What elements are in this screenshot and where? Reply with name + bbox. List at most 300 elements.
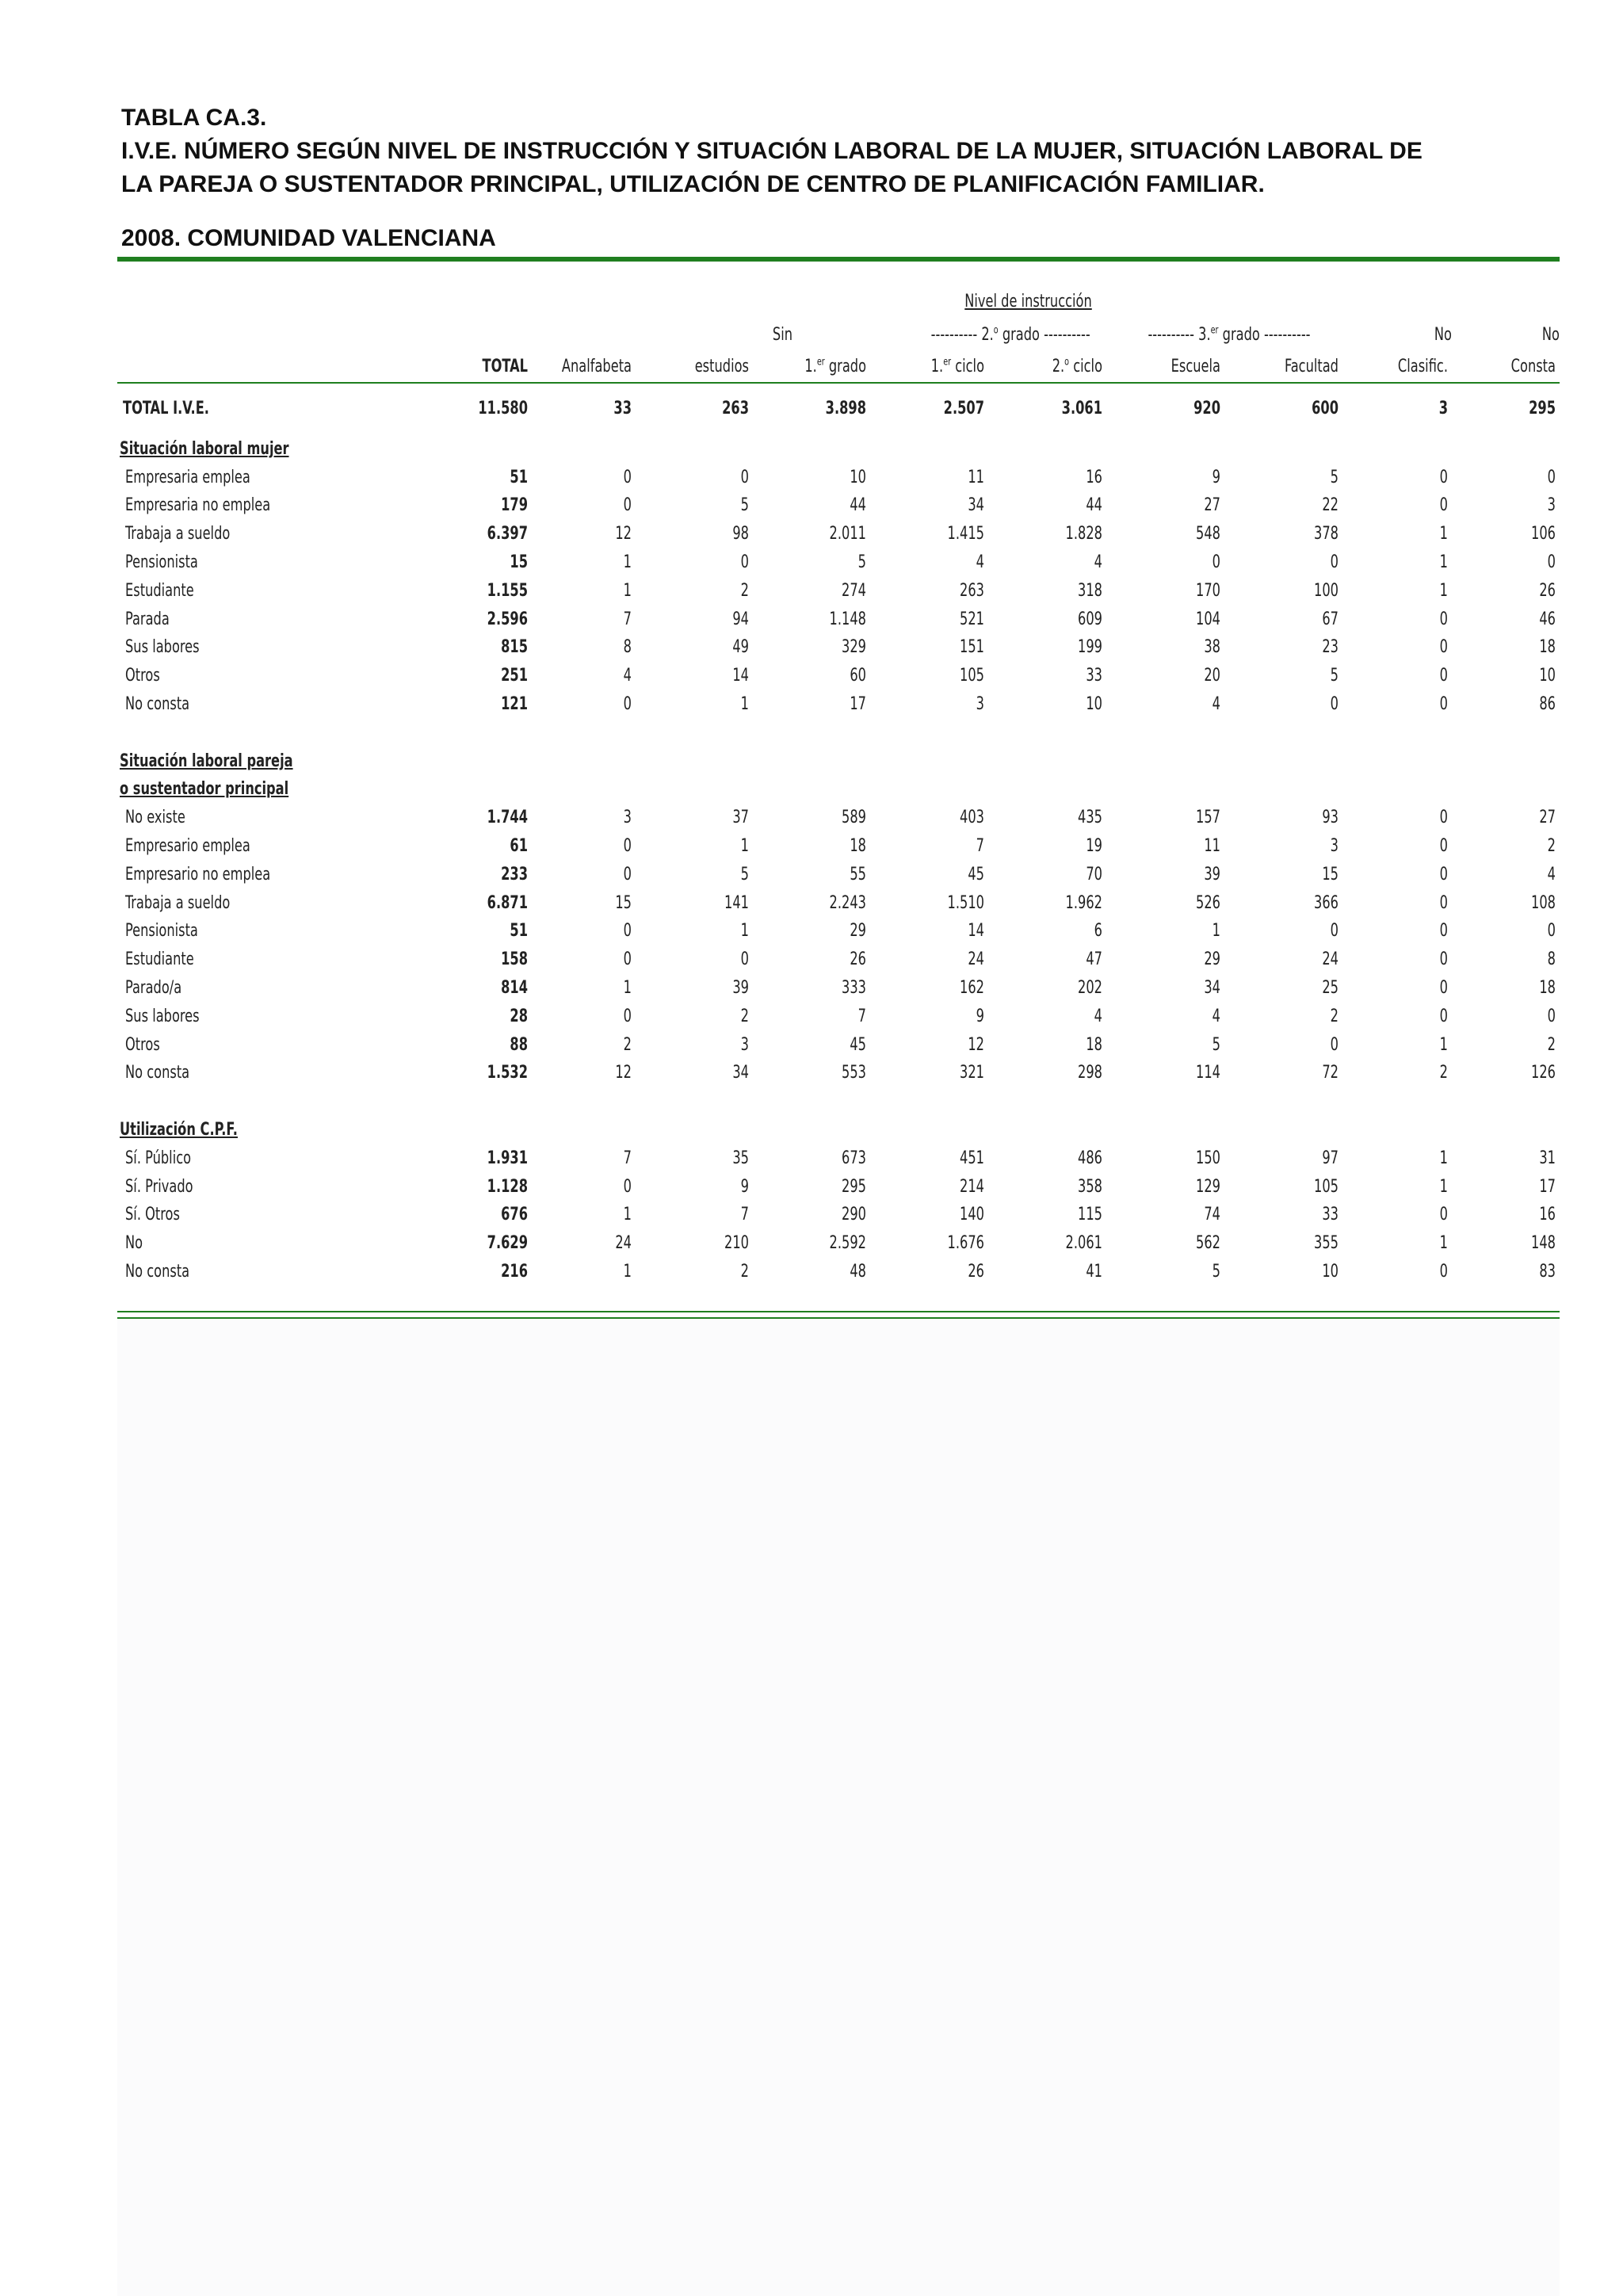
cell-no-consta: 26 — [1539, 580, 1556, 601]
cell-2-grado-2-ciclo: 358 — [1078, 1176, 1102, 1197]
cell-analfabeta: 1 — [623, 978, 632, 998]
cell-no-consta: 106 — [1531, 524, 1556, 544]
cell-sin-estudios: 0 — [740, 467, 749, 487]
col-header-total: TOTAL — [482, 357, 528, 376]
cell-2-grado-2-ciclo: 435 — [1078, 808, 1102, 828]
cell-no-clasific: 0 — [1439, 864, 1448, 884]
cell-total: 158 — [501, 949, 528, 970]
cell-3-grado-escuela: 20 — [1204, 666, 1220, 686]
cell-no-clasific: 1 — [1439, 1233, 1448, 1254]
col-header-3-grado-facultad: Facultad — [1285, 357, 1338, 376]
row-label: Empresario no emplea — [125, 864, 271, 884]
cell-2-grado-1er-ciclo: 105 — [960, 666, 984, 686]
cell-3-grado-escuela: 548 — [1196, 524, 1220, 544]
cell-2-grado-2-ciclo: 199 — [1078, 637, 1102, 658]
table-row — [0, 524, 1623, 551]
cell-no-clasific: 0 — [1439, 978, 1448, 998]
cell-1er-grado: 553 — [842, 1063, 866, 1083]
cell-1er-grado: 55 — [850, 864, 866, 884]
cell-no-clasific: 1 — [1439, 1176, 1448, 1197]
cell-no-consta: 18 — [1539, 637, 1556, 658]
cell-total: 6.871 — [487, 892, 528, 913]
row-label: Empresaria no emplea — [125, 495, 271, 516]
cell-analfabeta: 1 — [623, 552, 632, 572]
cell-analfabeta: 0 — [623, 1006, 632, 1026]
cell-no-consta: 3 — [1547, 495, 1556, 516]
cell-no-consta: 18 — [1539, 978, 1556, 998]
cell-2-grado-2-ciclo: 1.962 — [1065, 892, 1102, 913]
row-label: Empresaria emplea — [125, 467, 250, 487]
cell-3-grado-escuela: 34 — [1204, 978, 1220, 998]
cell-1er-grado: 26 — [850, 949, 866, 970]
cell-no-clasific: 0 — [1439, 637, 1448, 658]
cell-no-clasific: 0 — [1439, 808, 1448, 828]
row-label: Estudiante — [125, 949, 194, 970]
cell-total: 233 — [501, 864, 528, 884]
cell-2-grado-1er-ciclo: 2.507 — [943, 399, 984, 418]
cell-no-consta: 0 — [1547, 552, 1556, 572]
cell-analfabeta: 33 — [613, 399, 632, 418]
cell-3-grado-escuela: 562 — [1196, 1233, 1220, 1254]
cell-no-clasific: 1 — [1439, 1034, 1448, 1055]
cell-1er-grado: 45 — [850, 1034, 866, 1055]
cell-1er-grado: 333 — [842, 978, 866, 998]
cell-total: 814 — [501, 978, 528, 998]
cell-no-clasific: 0 — [1439, 609, 1448, 629]
cell-1er-grado: 10 — [850, 467, 866, 487]
row-label: Parado/a — [125, 978, 182, 998]
cell-analfabeta: 0 — [623, 921, 632, 942]
cell-analfabeta: 15 — [615, 892, 632, 913]
cell-1er-grado: 274 — [842, 580, 866, 601]
cell-2-grado-1er-ciclo: 521 — [960, 609, 984, 629]
cell-1er-grado: 7 — [857, 1006, 866, 1026]
col-header-sin-estudios: estudios — [694, 357, 749, 376]
cell-total: 1.931 — [487, 1148, 528, 1168]
table-row — [0, 552, 1623, 579]
row-label: No consta — [125, 1063, 190, 1083]
cell-3-grado-facultad: 33 — [1322, 1205, 1338, 1225]
title-line-3: LA PAREJA O SUSTENTADOR PRINCIPAL, UTILIZACIÓN DE CENTRO DE PLANIFICACIÓN FAMILIAR. — [121, 171, 1265, 197]
row-label: Pensionista — [125, 552, 198, 572]
cell-2-grado-1er-ciclo: 263 — [960, 580, 984, 601]
cell-3-grado-facultad: 24 — [1322, 949, 1338, 970]
bottom-rule-1 — [117, 1311, 1560, 1312]
cell-sin-estudios: 34 — [732, 1063, 749, 1083]
cell-3-grado-escuela: 9 — [1212, 467, 1220, 487]
cell-no-consta: 2 — [1547, 1034, 1556, 1055]
row-label: Sí. Privado — [125, 1176, 193, 1197]
cell-2-grado-2-ciclo: 47 — [1086, 949, 1102, 970]
table-id: TABLA CA.3. — [121, 105, 267, 131]
table-row — [0, 1035, 1623, 1062]
table-row — [0, 865, 1623, 892]
cell-2-grado-1er-ciclo: 7 — [976, 836, 984, 856]
cell-3-grado-facultad: 15 — [1322, 864, 1338, 884]
cell-2-grado-2-ciclo: 16 — [1086, 467, 1102, 487]
cell-3-grado-escuela: 114 — [1196, 1063, 1220, 1083]
cell-1er-grado: 29 — [850, 921, 866, 942]
table-row — [0, 495, 1623, 522]
cell-3-grado-facultad: 5 — [1330, 467, 1338, 487]
cell-1er-grado: 18 — [850, 836, 866, 856]
cell-3-grado-escuela: 4 — [1212, 1006, 1220, 1026]
row-label: Sus labores — [125, 1006, 200, 1026]
cell-2-grado-1er-ciclo: 162 — [960, 978, 984, 998]
cell-sin-estudios: 98 — [732, 524, 749, 544]
header-sin: Sin — [772, 325, 792, 345]
cell-2-grado-1er-ciclo: 1.510 — [947, 892, 984, 913]
top-rule — [117, 257, 1560, 262]
cell-no-clasific: 0 — [1439, 1262, 1448, 1282]
cell-total: 7.629 — [487, 1233, 528, 1254]
cell-total: 251 — [501, 666, 528, 686]
cell-total: 51 — [510, 921, 528, 942]
cell-3-grado-facultad: 355 — [1314, 1233, 1338, 1254]
row-label: Trabaja a sueldo — [125, 892, 231, 913]
cell-total: 51 — [510, 467, 528, 487]
cell-3-grado-facultad: 100 — [1314, 580, 1338, 601]
cell-analfabeta: 0 — [623, 864, 632, 884]
cell-1er-grado: 295 — [842, 1176, 866, 1197]
cell-no-consta: 0 — [1547, 467, 1556, 487]
cell-no-clasific: 0 — [1439, 892, 1448, 913]
table-row — [0, 1063, 1623, 1090]
cell-1er-grado: 1.148 — [829, 609, 866, 629]
cell-no-consta: 17 — [1539, 1176, 1556, 1197]
row-label: Otros — [125, 666, 160, 686]
cell-2-grado-2-ciclo: 18 — [1086, 1034, 1102, 1055]
cell-2-grado-1er-ciclo: 4 — [976, 552, 984, 572]
cell-2-grado-2-ciclo: 202 — [1078, 978, 1102, 998]
cell-analfabeta: 0 — [623, 836, 632, 856]
cell-2-grado-1er-ciclo: 151 — [960, 637, 984, 658]
cell-2-grado-1er-ciclo: 451 — [960, 1148, 984, 1168]
cell-total: 676 — [501, 1205, 528, 1225]
cell-sin-estudios: 3 — [740, 1034, 749, 1055]
cell-3-grado-facultad: 72 — [1322, 1063, 1338, 1083]
cell-3-grado-facultad: 25 — [1322, 978, 1338, 998]
title-line-2: I.V.E. NÚMERO SEGÚN NIVEL DE INSTRUCCIÓN Y SITUACIÓN LABORAL DE LA MUJER, SITUACIÓN LABORAL DE — [121, 138, 1423, 164]
cell-sin-estudios: 141 — [724, 892, 749, 913]
cell-3-grado-escuela: 5 — [1212, 1034, 1220, 1055]
cell-analfabeta: 0 — [623, 1176, 632, 1197]
cell-no-clasific: 0 — [1439, 1205, 1448, 1225]
cell-sin-estudios: 2 — [740, 1006, 749, 1026]
cell-no-clasific: 1 — [1439, 524, 1448, 544]
cell-2-grado-2-ciclo: 33 — [1086, 666, 1102, 686]
cell-2-grado-1er-ciclo: 9 — [976, 1006, 984, 1026]
cell-3-grado-facultad: 2 — [1330, 1006, 1338, 1026]
cell-3-grado-facultad: 93 — [1322, 808, 1338, 828]
cell-3-grado-escuela: 74 — [1204, 1205, 1220, 1225]
cell-1er-grado: 60 — [850, 666, 866, 686]
cell-analfabeta: 1 — [623, 1205, 632, 1225]
cell-2-grado-2-ciclo: 19 — [1086, 836, 1102, 856]
cell-2-grado-2-ciclo: 609 — [1078, 609, 1102, 629]
cell-analfabeta: 24 — [615, 1233, 632, 1254]
cell-3-grado-escuela: 1 — [1212, 921, 1220, 942]
cell-no-clasific: 0 — [1439, 836, 1448, 856]
cell-3-grado-facultad: 600 — [1312, 399, 1338, 418]
cell-analfabeta: 7 — [623, 1148, 632, 1168]
cell-3-grado-facultad: 23 — [1322, 637, 1338, 658]
cell-analfabeta: 3 — [623, 808, 632, 828]
cell-sin-estudios: 5 — [740, 864, 749, 884]
page-background-shade — [117, 1316, 1560, 2296]
cell-no-consta: 126 — [1531, 1063, 1556, 1083]
cell-2-grado-2-ciclo: 10 — [1086, 694, 1102, 714]
cell-total: 179 — [501, 495, 528, 516]
cell-2-grado-1er-ciclo: 403 — [960, 808, 984, 828]
cell-3-grado-escuela: 157 — [1196, 808, 1220, 828]
cell-no-consta: 86 — [1539, 694, 1556, 714]
cell-1er-grado: 48 — [850, 1262, 866, 1282]
row-label: No existe — [125, 808, 185, 828]
cell-1er-grado: 2.243 — [829, 892, 866, 913]
cell-sin-estudios: 1 — [740, 694, 749, 714]
cell-analfabeta: 1 — [623, 580, 632, 601]
table-row — [0, 893, 1623, 920]
cell-sin-estudios: 1 — [740, 921, 749, 942]
cell-total: 28 — [510, 1006, 528, 1026]
cell-sin-estudios: 210 — [724, 1233, 749, 1254]
cell-2-grado-1er-ciclo: 321 — [960, 1063, 984, 1083]
table-row — [0, 1177, 1623, 1204]
cell-sin-estudios: 94 — [732, 609, 749, 629]
cell-sin-estudios: 14 — [732, 666, 749, 686]
cell-total: 216 — [501, 1262, 528, 1282]
cell-3-grado-facultad: 0 — [1330, 694, 1338, 714]
cell-no-consta: 16 — [1539, 1205, 1556, 1225]
cell-no-clasific: 0 — [1439, 495, 1448, 516]
cell-3-grado-escuela: 170 — [1196, 580, 1220, 601]
col-header-3-grado-escuela: Escuela — [1170, 357, 1220, 376]
cell-2-grado-2-ciclo: 3.061 — [1061, 399, 1102, 418]
cell-3-grado-escuela: 104 — [1196, 609, 1220, 629]
col-header-no-clasific: Clasific. — [1397, 357, 1448, 376]
cell-total: 2.596 — [487, 609, 528, 629]
cell-3-grado-escuela: 11 — [1204, 836, 1220, 856]
cell-no-consta: 148 — [1531, 1233, 1556, 1254]
cell-2-grado-1er-ciclo: 11 — [968, 467, 984, 487]
cell-sin-estudios: 7 — [740, 1205, 749, 1225]
cell-analfabeta: 0 — [623, 949, 632, 970]
cell-1er-grado: 3.898 — [825, 399, 866, 418]
cell-2-grado-2-ciclo: 298 — [1078, 1063, 1102, 1083]
section-title: Utilización C.P.F. — [120, 1120, 238, 1140]
row-label: Parada — [125, 609, 170, 629]
cell-no-consta: 295 — [1529, 399, 1556, 418]
cell-2-grado-2-ciclo: 1.828 — [1065, 524, 1102, 544]
row-label: Sus labores — [125, 637, 200, 658]
cell-total: 88 — [510, 1034, 528, 1055]
cell-3-grado-escuela: 5 — [1212, 1262, 1220, 1282]
cell-sin-estudios: 35 — [732, 1148, 749, 1168]
cell-2-grado-1er-ciclo: 45 — [968, 864, 984, 884]
cell-sin-estudios: 39 — [732, 978, 749, 998]
cell-analfabeta: 0 — [623, 467, 632, 487]
cell-2-grado-1er-ciclo: 3 — [976, 694, 984, 714]
cell-1er-grado: 2.011 — [829, 524, 866, 544]
header-3-grado-group: ---------- 3.$^{er}$ grado ---------- — [1148, 324, 1311, 345]
cell-no-consta: 46 — [1539, 609, 1556, 629]
cell-analfabeta: 2 — [623, 1034, 632, 1055]
cell-1er-grado: 673 — [842, 1148, 866, 1168]
cell-2-grado-1er-ciclo: 24 — [968, 949, 984, 970]
table-row — [0, 1205, 1623, 1232]
header-2-grado-group: ---------- 2.$^o$ grado ---------- — [930, 324, 1090, 345]
row-label: Pensionista — [125, 921, 198, 942]
cell-2-grado-2-ciclo: 70 — [1086, 864, 1102, 884]
table-row — [0, 581, 1623, 608]
col-header-analfabeta: Analfabeta — [561, 357, 632, 376]
cell-no-clasific: 0 — [1439, 694, 1448, 714]
cell-no-clasific: 0 — [1439, 949, 1448, 970]
cell-3-grado-facultad: 0 — [1330, 552, 1338, 572]
cell-2-grado-1er-ciclo: 12 — [968, 1034, 984, 1055]
cell-3-grado-escuela: 27 — [1204, 495, 1220, 516]
table-row — [0, 836, 1623, 863]
header-no-consta-top: No — [1541, 325, 1560, 345]
col-header-no-consta: Consta — [1510, 357, 1556, 376]
section-title: Situación laboral mujer — [120, 438, 289, 459]
cell-2-grado-2-ciclo: 2.061 — [1065, 1233, 1102, 1254]
col-header-2-grado-2-ciclo: 2.$^o$ ciclo — [1052, 356, 1102, 376]
cell-sin-estudios: 2 — [740, 1262, 749, 1282]
cell-no-consta: 8 — [1547, 949, 1556, 970]
cell-2-grado-2-ciclo: 115 — [1078, 1205, 1102, 1225]
cell-analfabeta: 0 — [623, 694, 632, 714]
cell-no-consta: 2 — [1547, 836, 1556, 856]
cell-sin-estudios: 0 — [740, 949, 749, 970]
table-row — [0, 666, 1623, 693]
cell-no-consta: 10 — [1539, 666, 1556, 686]
row-label: Otros — [125, 1034, 160, 1055]
cell-2-grado-1er-ciclo: 14 — [968, 921, 984, 942]
cell-1er-grado: 290 — [842, 1205, 866, 1225]
cell-3-grado-facultad: 0 — [1330, 1034, 1338, 1055]
cell-2-grado-2-ciclo: 4 — [1094, 1006, 1102, 1026]
row-label: No — [125, 1233, 143, 1254]
table-row — [0, 609, 1623, 636]
row-label: Trabaja a sueldo — [125, 524, 231, 544]
cell-no-consta: 27 — [1539, 808, 1556, 828]
cell-2-grado-2-ciclo: 486 — [1078, 1148, 1102, 1168]
cell-no-clasific: 1 — [1439, 552, 1448, 572]
cell-total: 61 — [510, 836, 528, 856]
cell-total: 1.532 — [487, 1063, 528, 1083]
row-label: Sí. Otros — [125, 1205, 180, 1225]
cell-1er-grado: 5 — [857, 552, 866, 572]
cell-total: 1.128 — [487, 1176, 528, 1197]
cell-3-grado-escuela: 0 — [1212, 552, 1220, 572]
table-row — [0, 694, 1623, 721]
cell-analfabeta: 7 — [623, 609, 632, 629]
cell-3-grado-escuela: 29 — [1204, 949, 1220, 970]
cell-3-grado-escuela: 39 — [1204, 864, 1220, 884]
cell-no-clasific: 2 — [1439, 1063, 1448, 1083]
bottom-rule-2 — [117, 1317, 1560, 1319]
cell-no-clasific: 0 — [1439, 1006, 1448, 1026]
cell-sin-estudios: 263 — [722, 399, 749, 418]
table-row — [0, 949, 1623, 976]
section-title: Situación laboral pareja — [120, 751, 293, 771]
table-row — [0, 808, 1623, 835]
cell-3-grado-facultad: 67 — [1322, 609, 1338, 629]
cell-sin-estudios: 5 — [740, 495, 749, 516]
cell-1er-grado: 589 — [842, 808, 866, 828]
cell-no-clasific: 3 — [1438, 399, 1448, 418]
cell-total: 1.155 — [487, 580, 528, 601]
cell-analfabeta: 1 — [623, 1262, 632, 1282]
cell-no-consta: 31 — [1539, 1148, 1556, 1168]
cell-3-grado-facultad: 5 — [1330, 666, 1338, 686]
cell-analfabeta: 4 — [623, 666, 632, 686]
cell-sin-estudios: 49 — [732, 637, 749, 658]
cell-3-grado-escuela: 150 — [1196, 1148, 1220, 1168]
cell-3-grado-facultad: 97 — [1322, 1148, 1338, 1168]
header-rule — [117, 382, 1560, 384]
table-row — [0, 1233, 1623, 1260]
cell-2-grado-2-ciclo: 4 — [1094, 552, 1102, 572]
table-row — [0, 468, 1623, 495]
section-title: o sustentador principal — [120, 779, 289, 800]
cell-analfabeta: 12 — [615, 524, 632, 544]
cell-total: 121 — [501, 694, 528, 714]
cell-1er-grado: 44 — [850, 495, 866, 516]
cell-1er-grado: 17 — [850, 694, 866, 714]
cell-analfabeta: 8 — [623, 637, 632, 658]
total-row — [0, 399, 1623, 426]
row-label: TOTAL I.V.E. — [123, 399, 209, 418]
cell-2-grado-2-ciclo: 44 — [1086, 495, 1102, 516]
col-header-2-grado-1er-ciclo: 1.$^{er}$ ciclo — [930, 356, 984, 376]
cell-sin-estudios: 1 — [740, 836, 749, 856]
cell-3-grado-escuela: 526 — [1196, 892, 1220, 913]
col-header-1er-grado: 1.$^{er}$ grado — [804, 356, 866, 376]
cell-3-grado-facultad: 3 — [1330, 836, 1338, 856]
cell-1er-grado: 329 — [842, 637, 866, 658]
table-row — [0, 637, 1623, 664]
cell-3-grado-facultad: 105 — [1314, 1176, 1338, 1197]
cell-3-grado-facultad: 378 — [1314, 524, 1338, 544]
cell-no-consta: 4 — [1547, 864, 1556, 884]
table-title — [121, 101, 1571, 201]
cell-3-grado-escuela: 920 — [1193, 399, 1220, 418]
cell-3-grado-escuela: 38 — [1204, 637, 1220, 658]
table-row — [0, 921, 1623, 948]
cell-total: 15 — [510, 552, 528, 572]
cell-no-clasific: 0 — [1439, 921, 1448, 942]
cell-sin-estudios: 37 — [732, 808, 749, 828]
table-subtitle: 2008. COMUNIDAD VALENCIANA — [121, 225, 496, 251]
table-row — [0, 978, 1623, 1005]
cell-2-grado-1er-ciclo: 214 — [960, 1176, 984, 1197]
cell-total: 6.397 — [487, 524, 528, 544]
cell-sin-estudios: 9 — [740, 1176, 749, 1197]
cell-no-clasific: 0 — [1439, 666, 1448, 686]
cell-3-grado-facultad: 366 — [1314, 892, 1338, 913]
cell-3-grado-facultad: 22 — [1322, 495, 1338, 516]
table-row — [0, 1148, 1623, 1175]
row-label: No consta — [125, 1262, 190, 1282]
cell-no-consta: 0 — [1547, 1006, 1556, 1026]
cell-no-consta: 108 — [1531, 892, 1556, 913]
cell-total: 815 — [501, 637, 528, 658]
cell-2-grado-1er-ciclo: 1.415 — [947, 524, 984, 544]
cell-2-grado-2-ciclo: 318 — [1078, 580, 1102, 601]
